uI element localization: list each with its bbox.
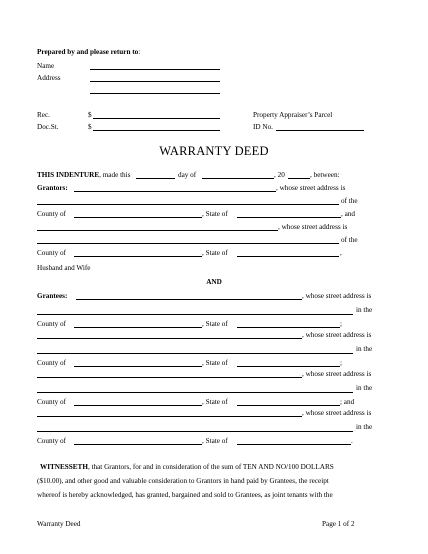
county-label: County of [37, 320, 66, 328]
docst-amount-line[interactable] [93, 130, 220, 131]
document-title: WARRANTY DEED [159, 144, 269, 158]
grantors-name-line[interactable] [74, 191, 276, 192]
prepared-by-colon: : [138, 48, 141, 56]
county-line[interactable] [74, 217, 202, 218]
grantee2-street-text: , whose street address is [302, 331, 372, 339]
grantee2-in-the-text: in the [356, 345, 373, 353]
grantee4-address-line[interactable] [37, 431, 353, 432]
county-label: County of [37, 249, 66, 257]
year-prefix-text: , 20 [274, 171, 285, 179]
grantee2-name-line[interactable] [37, 338, 302, 339]
grantees-label: Grantees: [37, 292, 68, 300]
grantor2-address-line[interactable] [37, 243, 339, 244]
grantee3-name-line[interactable] [37, 377, 302, 378]
state-label: , State of [202, 210, 228, 218]
county-label: County of [37, 437, 66, 445]
rec-amount-line[interactable] [93, 118, 220, 119]
prepared-by-label: Prepared by and please return to [37, 48, 139, 56]
state-line[interactable] [237, 327, 340, 328]
address-line-1[interactable] [90, 81, 220, 82]
state-line[interactable] [237, 366, 340, 367]
witnesseth-line-3: whereof is hereby acknowledged, has granted, bargained and sold to Grantees, as joint tenants with the [37, 491, 333, 499]
state-label: , State of [202, 320, 228, 328]
witnesseth-lead: WITNESSETH [40, 463, 88, 471]
state-line[interactable] [237, 256, 339, 257]
docst-label: Doc.St. [37, 123, 59, 131]
grantee3-in-the-text: in the [356, 384, 373, 392]
grantors-address-line[interactable] [37, 204, 339, 205]
county-line[interactable] [74, 444, 202, 445]
grantee4-street-text: , whose street address is [302, 409, 372, 417]
footer-left: Warranty Deed [37, 520, 81, 528]
grantees-name-line[interactable] [76, 299, 302, 300]
grantees-address-line[interactable] [37, 314, 353, 315]
parcel-label: Property Appraiser’s Parcel [253, 111, 333, 119]
prepared-by-heading [37, 48, 140, 57]
address-line-2[interactable] [90, 93, 220, 94]
footer-page-number: Page 1 of 2 [322, 520, 355, 528]
grantees-in-the-text: in the [356, 306, 373, 314]
made-this-text: , made this [99, 171, 131, 179]
grantors-street-text: , whose street address is [276, 184, 346, 192]
county-label: County of [37, 359, 66, 367]
state-label: , State of [202, 398, 228, 406]
year-line[interactable] [288, 178, 310, 179]
county-line[interactable] [74, 327, 202, 328]
day-line[interactable] [136, 178, 175, 179]
period-text: . [351, 437, 353, 445]
name-label: Name [37, 62, 55, 70]
state-line[interactable] [237, 217, 341, 218]
day-of-text: day of [178, 171, 197, 179]
and-center-text: AND [206, 278, 222, 286]
state-label: , State of [202, 249, 228, 257]
grantor2-of-the-text: of the [341, 236, 358, 244]
witnesseth-line-2: ($10.00), and other good and valuable consideration to Grantors in hand paid by Grantees, the receipt [37, 477, 329, 485]
grantee4-name-line[interactable] [37, 416, 302, 417]
grantee3-address-line[interactable] [37, 392, 353, 393]
parcel-id-label: ID No. [253, 123, 273, 131]
state-line[interactable] [237, 405, 340, 406]
county-line[interactable] [74, 366, 202, 367]
name-line[interactable] [90, 69, 220, 70]
between-text: , between: [310, 171, 340, 179]
county-line[interactable] [74, 405, 202, 406]
semicolon-text: ; [340, 320, 342, 328]
rec-dollar-sign: $ [88, 111, 92, 119]
county-label: County of [37, 210, 66, 218]
witnesseth-text-1: , that Grantors, for and in consideration of the sum of TEN AND NO/100 DOLLARS [87, 463, 334, 471]
indenture-lead: THIS INDENTURE [37, 171, 100, 179]
grantor2-name-line[interactable] [37, 230, 278, 231]
grantors-of-the-text: of the [341, 197, 358, 205]
state-line[interactable] [237, 444, 351, 445]
semicolon-and-text: ; and [340, 398, 355, 406]
county-label: County of [37, 398, 66, 406]
month-line[interactable] [202, 178, 274, 179]
indenture-line [37, 171, 130, 180]
docst-dollar-sign: $ [88, 123, 92, 131]
grantors-label: Grantors: [37, 184, 68, 192]
grantee3-street-text: , whose street address is [302, 370, 372, 378]
husband-wife-text: Husband and Wife [37, 264, 91, 272]
state-label: , State of [202, 437, 228, 445]
grantee2-address-line[interactable] [37, 353, 353, 354]
address-label: Address [37, 74, 61, 82]
and-suffix-text: , and [341, 210, 355, 218]
state-label: , State of [202, 359, 228, 367]
grantor2-street-text: , whose street address is [278, 223, 348, 231]
grantees-street-text: , whose street address is [302, 292, 372, 300]
county-line[interactable] [74, 256, 202, 257]
comma-text: , [340, 249, 342, 257]
rec-label: Rec. [37, 111, 50, 119]
semicolon-text: ; [340, 359, 342, 367]
parcel-id-line[interactable] [276, 130, 364, 131]
grantee4-in-the-text: in the [356, 423, 373, 431]
witnesseth-line-1 [40, 463, 334, 472]
